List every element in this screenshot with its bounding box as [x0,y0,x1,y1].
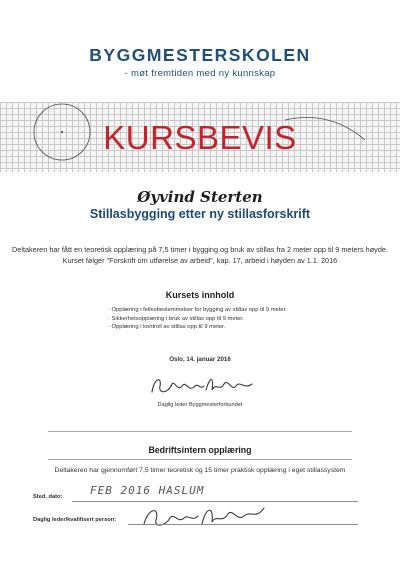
internal-training-text: Deltakeren har gjennomført 7,5 timer teoretisk og 15 timer praktisk opplæring i eget stillassystem [54,467,346,474]
leader-signature-line [128,524,358,525]
brand-tagline: - møt fremtiden med ny kunnskap [124,68,276,79]
director-signature [148,372,258,400]
course-description: Deltakeren har fått en teoretisk opplæring på 7,5 timer i bygging og bruk av stillas fra 2 meter opp til 9 meters høyde. Kurset følger "Forskrift om utførelse av arbeid", kap. 17, arbeid i høyden av 1.1. 2016 [12,245,388,265]
divider [48,431,352,432]
place-date-label: Sted, dato: [33,494,63,500]
list-item: · Sikkerhetsopplæring i bruk av stillas opp til 9 meter. [108,315,244,322]
brand-name: BYGGMESTERSKOLEN [89,45,311,65]
signer-title: Daglig leder Byggmesterforbundet [157,402,243,408]
participant-name: Øyvind Sterten [137,188,263,206]
internal-training-heading: Bedriftsintern opplæring [148,445,252,455]
divider [48,459,352,460]
place-date-handwritten: FEB 2016 HASLUM [90,484,205,497]
leader-label: Daglig leder/kvalifisert person: [33,517,117,523]
course-contents-list [108,306,388,332]
certificate-heading: KURSBEVIS [103,119,297,156]
course-title: Stillasbygging etter ny stillasforskrift [89,207,311,221]
list-item: · Opplæring i fellesbestemmelser for bygging av stillas opp til 9 meter. [108,307,287,313]
contents-heading: Kursets innhold [165,290,235,300]
leader-signature [140,500,280,532]
list-item: · Opplæring i kontroll av stillas opp til 9 meter. [108,324,226,331]
issue-place-date: Oslo, 14. januar 2016 [169,356,231,363]
